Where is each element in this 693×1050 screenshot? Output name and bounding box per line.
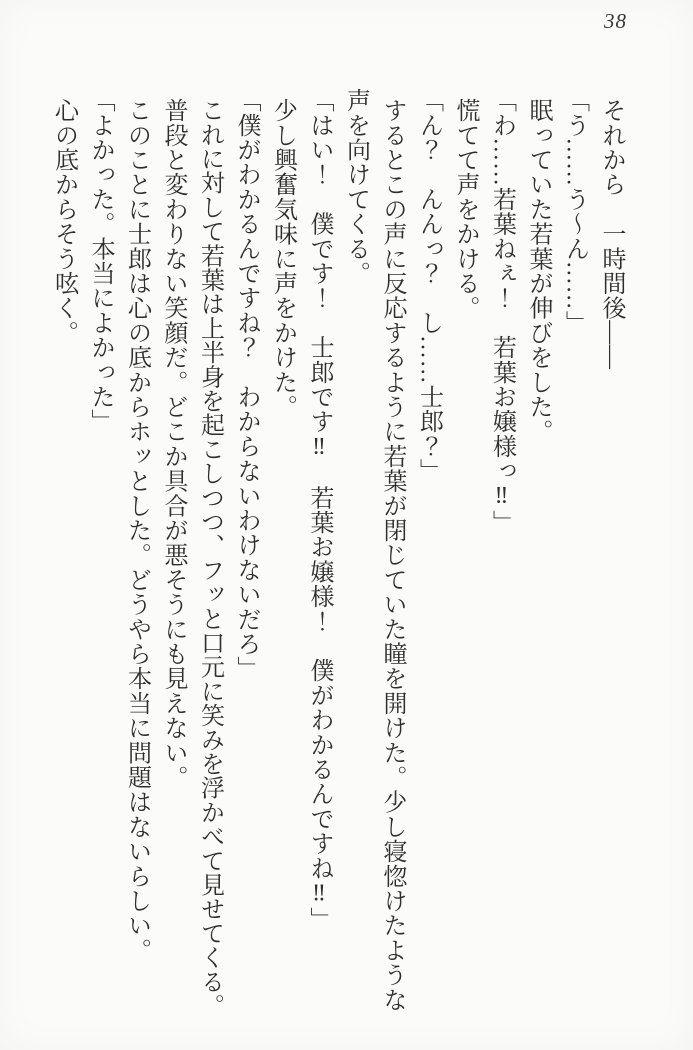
paragraph-dialogue: 「わ……若葉ねぇ！ 若葉お嬢様っ‼」 xyxy=(488,88,515,535)
paragraph-dialogue: 「はい！ 僕です！ 士郎です‼ 若葉お嬢様！ 僕がわかるんですね‼」 xyxy=(306,88,332,932)
paragraph: このことに士郎は心の底からホッとした。どうやら本当に問題はないらしい。 xyxy=(123,98,150,963)
vertical-text-block xyxy=(45,88,629,1018)
paragraph: これに対して若葉は上半身を起こしつつ、フッと口元に笑みを浮かべて見せてくる。 xyxy=(196,98,223,1018)
paragraph: するとこの声に反応するように若葉が閉じていた瞳を開けた。少し寝惚けたような声を向けてくる。 xyxy=(342,88,405,1012)
paragraph: それから 一時間後―― xyxy=(598,98,624,370)
paragraph: 少し興奮気味に声をかけた。 xyxy=(269,98,296,420)
paragraph: 慌てて声をかける。 xyxy=(452,98,478,321)
paragraph: 普段と変わりない笑顔だ。どこか具合が悪そうにも見えない。 xyxy=(160,98,186,790)
page-number: 38 xyxy=(604,9,627,33)
paragraph: 心の底からそう呟く。 xyxy=(50,98,77,345)
paragraph-dialogue: 「よかった。本当によかった」 xyxy=(87,88,113,434)
paragraph-dialogue: 「う……う～ん……」 xyxy=(561,88,588,335)
paragraph: 眠っていた若葉が伸びをした。 xyxy=(525,98,551,444)
paragraph-dialogue: 「ん？ んんっ？ し……士郎？」 xyxy=(415,88,442,484)
paragraph-dialogue: 「僕がわかるんですね？ わからないわけないだろ」 xyxy=(233,88,259,681)
